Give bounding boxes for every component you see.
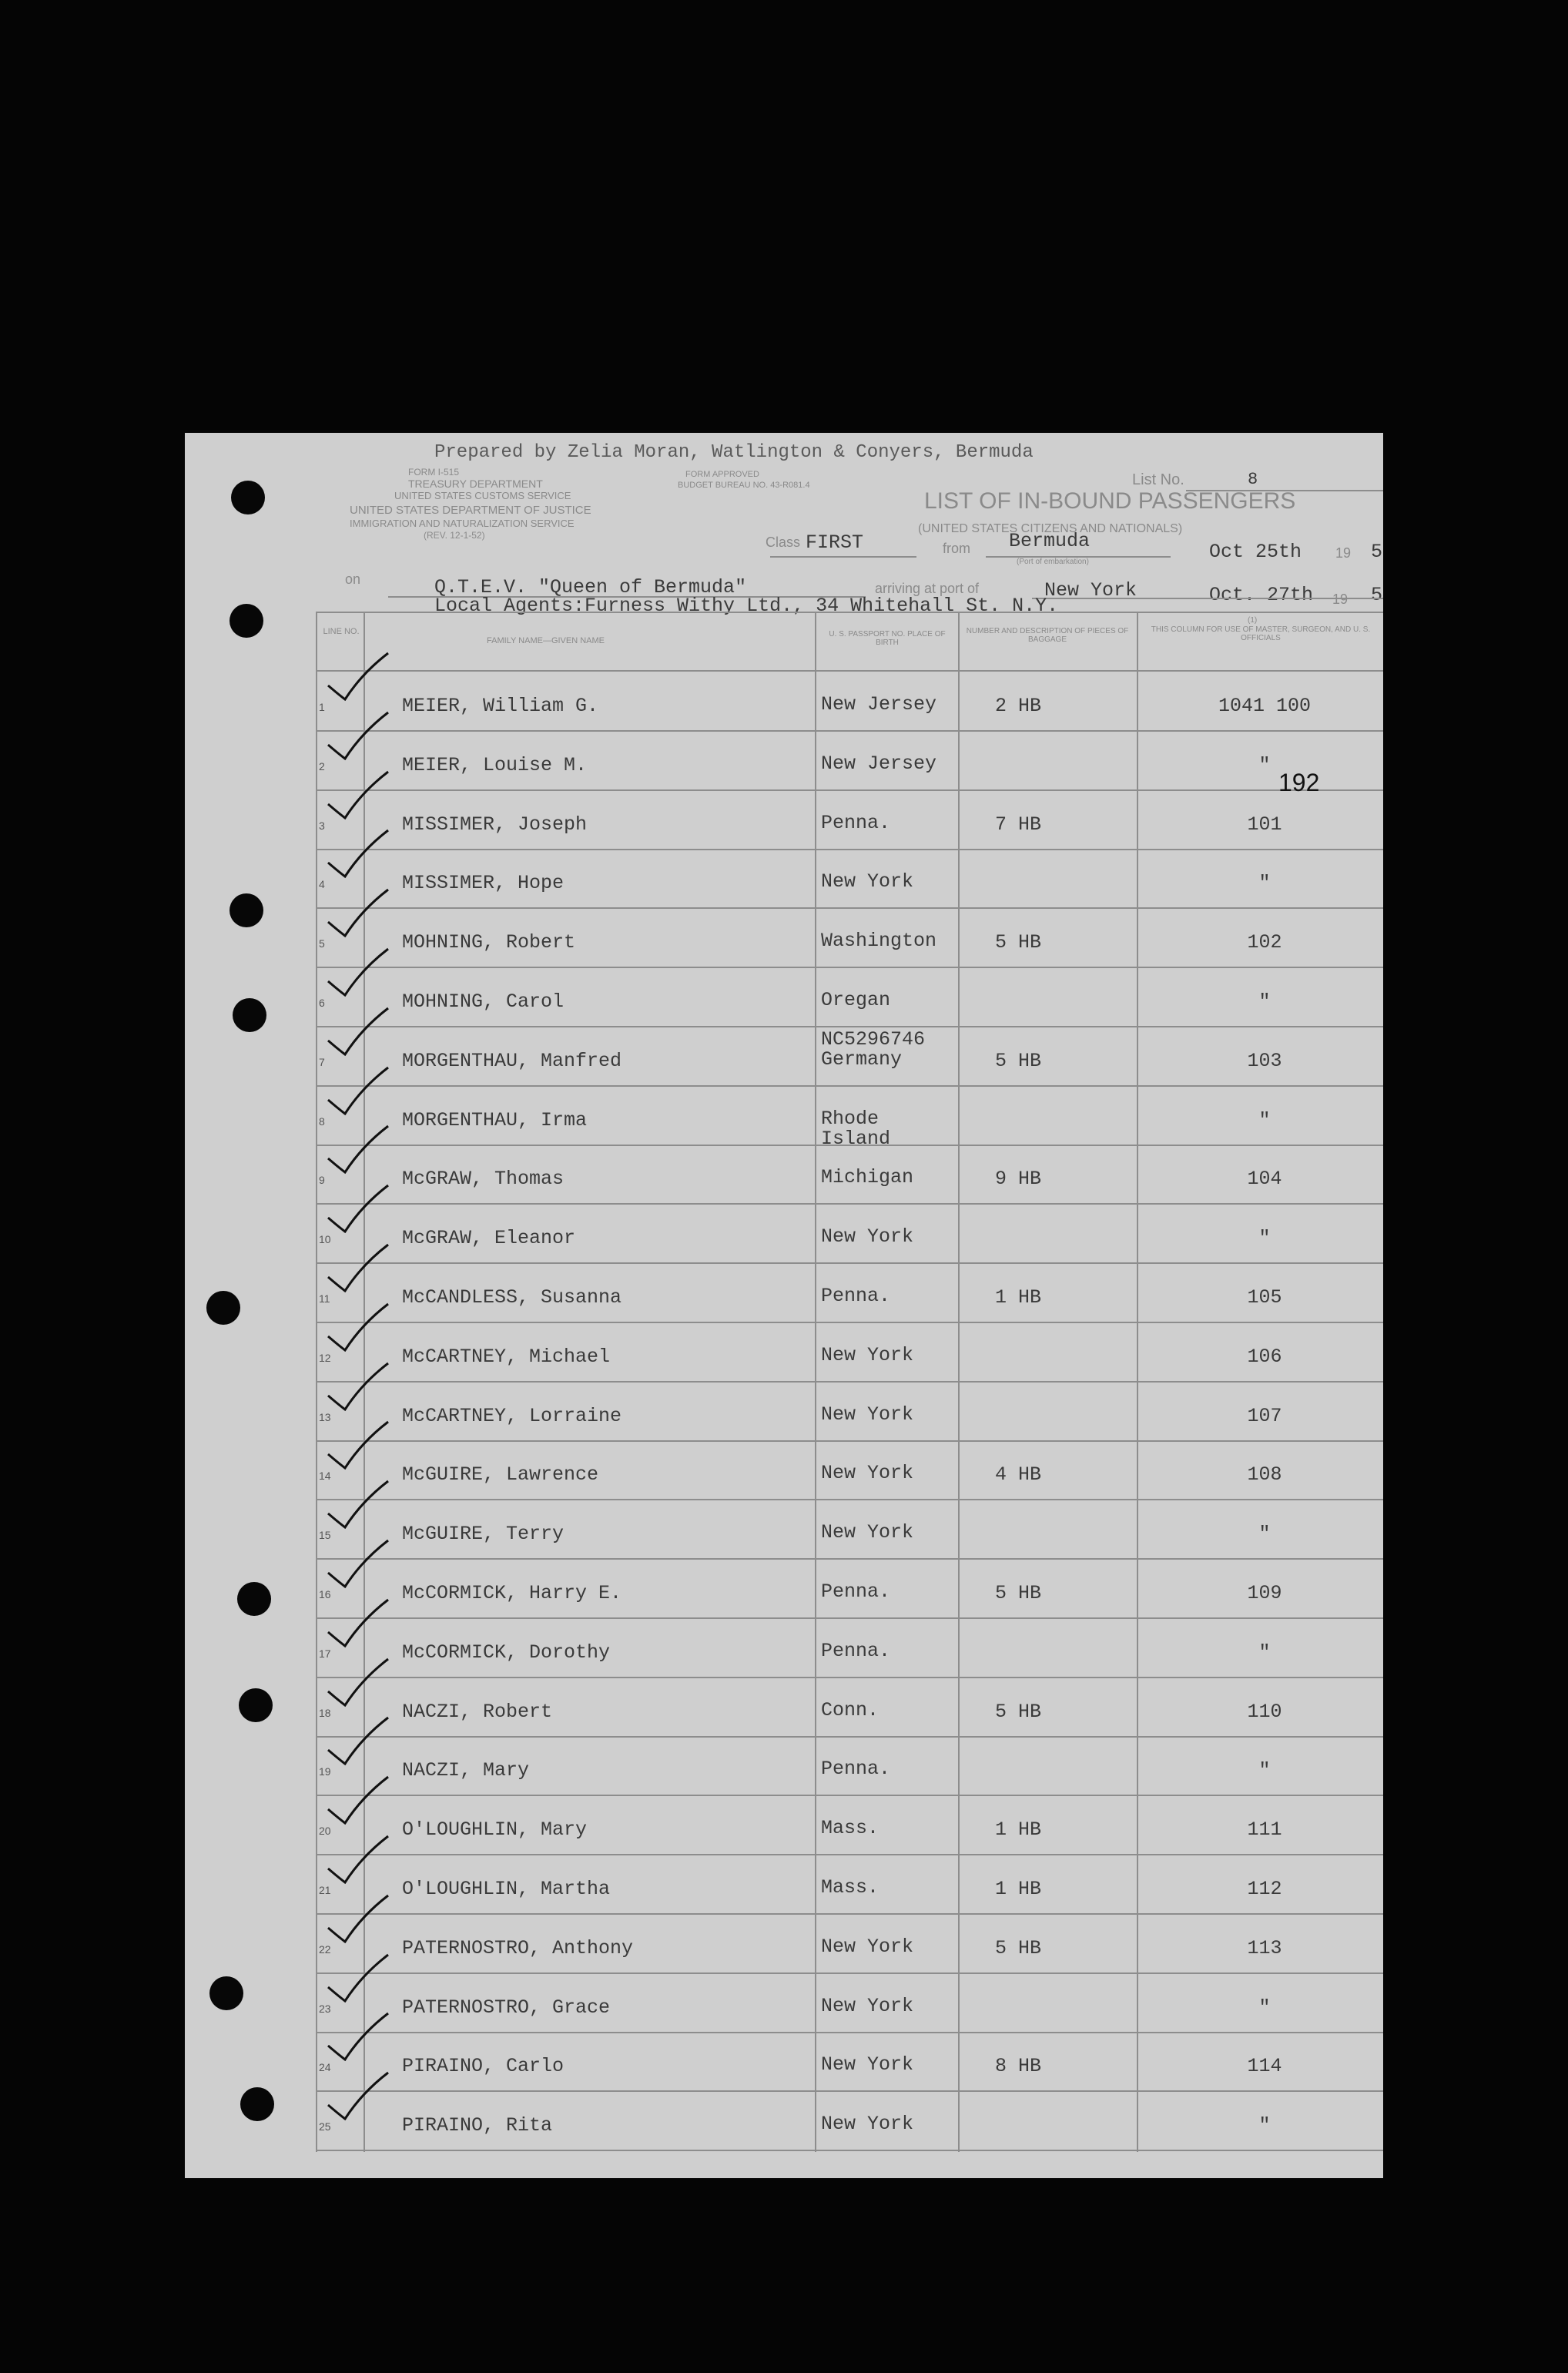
birth-place: NC5296746 Germany xyxy=(821,1027,926,1071)
birth-place: Mass. xyxy=(821,1876,879,1899)
check-mark-icon xyxy=(325,1360,394,1416)
customs-entry: 101 xyxy=(1247,813,1282,836)
ins-label: IMMIGRATION AND NATURALIZATION SERVICE xyxy=(350,518,575,529)
customs-entry: 111 xyxy=(1247,1818,1282,1842)
table-row xyxy=(317,1263,1383,1323)
table-row xyxy=(317,1440,1383,1500)
list-no-label: List No. xyxy=(1132,471,1184,488)
arrival-year-prefix: 19 xyxy=(1332,592,1349,607)
line-number: 13 xyxy=(319,1410,331,1423)
birth-place: Mass. xyxy=(821,1817,879,1840)
customs-entry: " xyxy=(1258,990,1271,1013)
baggage-count: 1 HB xyxy=(995,1878,1042,1900)
baggage-count: 1 HB xyxy=(995,1818,1042,1842)
punch-hole xyxy=(240,2087,274,2121)
baggage-count: 5 HB xyxy=(995,1582,1042,1604)
birth-place: New Jersey xyxy=(821,752,937,775)
customs-entry: 102 xyxy=(1247,931,1282,954)
table-row xyxy=(317,967,1383,1027)
customs-entry: " xyxy=(1258,1759,1271,1782)
check-mark-icon xyxy=(325,887,394,942)
customs-entry: " xyxy=(1258,1227,1271,1250)
customs-entry: 103 xyxy=(1247,1049,1282,1072)
birth-place: New York xyxy=(821,2113,914,2136)
table-row xyxy=(317,849,1383,909)
line-number: 3 xyxy=(319,819,325,832)
table-row xyxy=(317,1559,1383,1619)
customs-entry: 108 xyxy=(1247,1463,1282,1486)
line-number: 24 xyxy=(319,2061,331,2074)
punch-hole xyxy=(230,893,263,927)
passenger-name: PIRAINO, Rita xyxy=(402,2114,553,2137)
birth-place: New York xyxy=(821,1994,914,2017)
line-number: 9 xyxy=(319,1174,325,1187)
passenger-name: NACZI, Mary xyxy=(402,1759,530,1782)
check-mark-icon xyxy=(325,1182,394,1238)
passenger-name: O'LOUGHLIN, Martha xyxy=(402,1878,611,1900)
check-mark-icon xyxy=(325,2070,394,2125)
col-header-customs: THIS COLUMN FOR USE OF MASTER, SURGEON, AND U. S. OFFICIALS xyxy=(1151,625,1371,642)
line-number: 2 xyxy=(319,759,325,773)
from-label: from xyxy=(943,541,970,556)
arrival-port: New York xyxy=(1044,579,1137,602)
budget-bureau: BUDGET BUREAU NO. 43-R081.4 xyxy=(678,481,810,490)
departure-year: 5 xyxy=(1371,541,1383,563)
customs-entry: 106 xyxy=(1247,1345,1282,1368)
passenger-name: McGRAW, Eleanor xyxy=(402,1227,576,1250)
on-label: on xyxy=(345,571,361,587)
table-row xyxy=(317,2032,1383,2092)
line-number: 19 xyxy=(319,1765,331,1778)
line-number: 10 xyxy=(319,1233,331,1246)
line-number: 22 xyxy=(319,1942,331,1956)
line-number: 23 xyxy=(319,2002,331,2015)
table-row xyxy=(317,1855,1383,1915)
line-number: 1 xyxy=(319,701,325,713)
punch-hole xyxy=(209,1976,243,2010)
col-header-line-no: LINE NO. xyxy=(323,627,360,636)
from-value: Bermuda xyxy=(1009,530,1091,552)
line-number: 12 xyxy=(319,1351,331,1364)
punch-hole xyxy=(237,1582,271,1616)
passenger-name: McGUIRE, Terry xyxy=(402,1523,565,1546)
col-header-name: FAMILY NAME—GIVEN NAME xyxy=(487,636,605,645)
birth-place: Conn. xyxy=(821,1698,879,1721)
punch-hole xyxy=(206,1291,240,1325)
check-mark-icon xyxy=(325,1005,394,1061)
class-label: Class xyxy=(766,535,801,550)
birth-place: New Jersey xyxy=(821,693,937,716)
baggage-count: 5 HB xyxy=(995,1049,1042,1072)
justice-label: UNITED STATES DEPARTMENT OF JUSTICE xyxy=(350,504,591,517)
vessel-name: Q.T.E.V. "Queen of Bermuda" xyxy=(434,576,747,598)
birth-place: New York xyxy=(821,870,914,893)
check-mark-icon xyxy=(325,1656,394,1711)
birth-place: New York xyxy=(821,2053,914,2076)
birth-place: Penna. xyxy=(821,1580,891,1603)
birth-place: New York xyxy=(821,1462,914,1485)
customs-entry: " xyxy=(1258,1641,1271,1664)
passenger-name: McCORMICK, Dorothy xyxy=(402,1641,611,1664)
passenger-name: PATERNOSTRO, Anthony xyxy=(402,1936,634,1959)
birth-place: New York xyxy=(821,1935,914,1958)
passenger-name: MISSIMER, Hope xyxy=(402,872,565,895)
birth-place: Penna. xyxy=(821,1758,891,1781)
passenger-name: MORGENTHAU, Irma xyxy=(402,1108,588,1131)
table-row xyxy=(317,1914,1383,1974)
check-mark-icon xyxy=(325,946,394,1001)
check-mark-icon xyxy=(325,1833,394,1889)
line-number: 21 xyxy=(319,1884,331,1896)
table-row xyxy=(317,2091,1383,2151)
check-mark-icon xyxy=(325,1774,394,1829)
customs-entry: 109 xyxy=(1247,1582,1282,1604)
birth-place: Rhode Island xyxy=(821,1107,891,1150)
check-mark-icon xyxy=(325,1537,394,1593)
arrival-year: 5 xyxy=(1371,584,1383,606)
check-mark-icon xyxy=(325,1123,394,1178)
table-row xyxy=(317,1204,1383,1264)
passenger-name: NACZI, Robert xyxy=(402,1700,553,1723)
birth-place: Penna. xyxy=(821,1639,891,1662)
departure-year-prefix: 19 xyxy=(1335,545,1352,561)
list-title: LIST OF IN-BOUND PASSENGERS xyxy=(924,488,1296,514)
customs-entry: " xyxy=(1258,753,1271,776)
check-mark-icon xyxy=(325,1419,394,1474)
table-row xyxy=(317,1795,1383,1855)
table-row xyxy=(317,1086,1383,1150)
local-agents: Local Agents:Furness Withy Ltd., 34 Whitehall St. N.Y. xyxy=(434,595,1059,617)
check-mark-icon xyxy=(325,1301,394,1356)
form-approved: FORM APPROVED xyxy=(685,470,759,479)
baggage-count: 9 HB xyxy=(995,1168,1042,1191)
line-number: 7 xyxy=(319,1055,325,1068)
line-number: 5 xyxy=(319,937,325,950)
table-row xyxy=(317,731,1383,791)
line-number: 25 xyxy=(319,2120,331,2133)
line-number: 4 xyxy=(319,878,325,891)
baggage-count: 1 HB xyxy=(995,1286,1042,1309)
check-mark-icon xyxy=(325,1952,394,2007)
line-number: 20 xyxy=(319,1825,331,1838)
table-row xyxy=(317,1736,1383,1796)
line-number: 18 xyxy=(319,1706,331,1719)
customs-entry: " xyxy=(1258,1108,1271,1131)
customs-label: UNITED STATES CUSTOMS SERVICE xyxy=(394,490,571,501)
customs-entry: 107 xyxy=(1247,1404,1282,1427)
customs-entry: 1041 100 xyxy=(1218,695,1312,717)
table-row xyxy=(317,672,1383,732)
birth-place: Oregan xyxy=(821,989,891,1011)
table-row xyxy=(317,1973,1383,2033)
arriving-label: arriving at port of xyxy=(875,581,980,596)
line-number: 17 xyxy=(319,1647,331,1660)
passenger-name: PIRAINO, Carlo xyxy=(402,2055,565,2078)
check-mark-icon xyxy=(325,1478,394,1533)
prepared-by: Prepared by Zelia Moran, Watlington & Conyers, Bermuda xyxy=(434,442,1034,463)
line-number: 8 xyxy=(319,1114,325,1128)
table-row xyxy=(317,1145,1383,1205)
birth-place: Penna. xyxy=(821,1285,891,1307)
table-row xyxy=(317,1500,1383,1560)
check-mark-icon xyxy=(325,2010,394,2066)
customs-entry: 104 xyxy=(1247,1168,1282,1191)
customs-entry: 105 xyxy=(1247,1286,1282,1309)
baggage-count: 7 HB xyxy=(995,813,1042,836)
table-row xyxy=(317,1678,1383,1738)
table-row xyxy=(317,908,1383,968)
line-number: 6 xyxy=(319,997,325,1009)
birth-place: Michigan xyxy=(821,1166,914,1189)
passenger-name: MORGENTHAU, Manfred xyxy=(402,1049,622,1072)
birth-place: Washington xyxy=(821,930,937,953)
birth-place: New York xyxy=(821,1403,914,1426)
baggage-count: 2 HB xyxy=(995,695,1042,717)
table-row xyxy=(317,1382,1383,1442)
customs-entry: 114 xyxy=(1247,2055,1282,2078)
passenger-name: McCARTNEY, Lorraine xyxy=(402,1404,622,1427)
passenger-name: MOHNING, Robert xyxy=(402,931,576,954)
check-mark-icon xyxy=(325,1714,394,1770)
col-header-passport: U. S. PASSPORT NO. PLACE OF BIRTH xyxy=(829,630,946,647)
passenger-name: O'LOUGHLIN, Mary xyxy=(402,1818,588,1842)
customs-entry: 113 xyxy=(1247,1936,1282,1959)
rev-label: (REV. 12-1-52) xyxy=(424,530,485,541)
table-row xyxy=(317,1027,1383,1087)
departure-date: Oct 25th xyxy=(1209,541,1302,563)
check-mark-icon xyxy=(325,1597,394,1652)
passenger-name: McGUIRE, Lawrence xyxy=(402,1463,599,1486)
birth-place: New York xyxy=(821,1343,914,1366)
passenger-name: MOHNING, Carol xyxy=(402,990,565,1013)
line-number: 16 xyxy=(319,1588,331,1600)
passenger-name: McCANDLESS, Susanna xyxy=(402,1286,622,1309)
list-subtitle: (UNITED STATES CITIZENS AND NATIONALS) xyxy=(918,522,1183,535)
column-marker: (1) xyxy=(1248,616,1258,625)
list-no: 8 xyxy=(1248,470,1258,489)
port-caption: (Port of embarkation) xyxy=(1017,558,1089,566)
punch-hole xyxy=(233,998,266,1032)
customs-entry: " xyxy=(1258,2114,1271,2137)
table-row xyxy=(317,1322,1383,1383)
passenger-name: MEIER, Louise M. xyxy=(402,753,588,776)
handwritten-count: 192 xyxy=(1278,769,1320,796)
table-row xyxy=(317,1618,1383,1678)
customs-entry: 110 xyxy=(1247,1700,1282,1723)
check-mark-icon xyxy=(325,827,394,883)
baggage-count: 4 HB xyxy=(995,1463,1042,1486)
check-mark-icon xyxy=(325,769,394,824)
punch-hole xyxy=(239,1688,273,1722)
line-number: 11 xyxy=(319,1292,330,1305)
check-mark-icon xyxy=(325,1064,394,1120)
line-number: 14 xyxy=(319,1470,331,1483)
baggage-count: 5 HB xyxy=(995,1936,1042,1959)
customs-entry: " xyxy=(1258,1996,1271,2019)
passenger-name: PATERNOSTRO, Grace xyxy=(402,1996,611,2019)
birth-place: New York xyxy=(821,1225,914,1249)
baggage-count: 5 HB xyxy=(995,1700,1042,1723)
passenger-name: McCARTNEY, Michael xyxy=(402,1345,611,1368)
passenger-name: McCORMICK, Harry E. xyxy=(402,1582,622,1604)
punch-hole xyxy=(230,604,263,638)
manifest-page xyxy=(185,433,1383,2178)
birth-place: New York xyxy=(821,1521,914,1544)
line-number: 15 xyxy=(319,1529,331,1542)
col-header-baggage: NUMBER AND DESCRIPTION OF PIECES OF BAGGAGE xyxy=(966,627,1129,644)
customs-entry: " xyxy=(1258,1523,1271,1546)
class-value: FIRST xyxy=(806,531,864,554)
treasury-label: TREASURY DEPARTMENT xyxy=(408,478,543,490)
birth-place: Penna. xyxy=(821,811,891,834)
table-row xyxy=(317,790,1383,850)
passenger-name: MEIER, William G. xyxy=(402,695,599,717)
check-mark-icon xyxy=(325,650,394,706)
passenger-table xyxy=(316,612,1383,2152)
check-mark-icon xyxy=(325,1892,394,1948)
form-number: FORM I-515 xyxy=(408,467,460,478)
passenger-name: McGRAW, Thomas xyxy=(402,1168,565,1191)
punch-hole xyxy=(231,481,265,514)
arrival-date: Oct. 27th xyxy=(1209,584,1314,606)
customs-entry: 112 xyxy=(1247,1878,1282,1900)
passenger-name: MISSIMER, Joseph xyxy=(402,813,588,836)
baggage-count: 8 HB xyxy=(995,2055,1042,2078)
check-mark-icon xyxy=(325,709,394,765)
baggage-count: 5 HB xyxy=(995,931,1042,954)
check-mark-icon xyxy=(325,1242,394,1297)
customs-entry: " xyxy=(1258,872,1271,895)
